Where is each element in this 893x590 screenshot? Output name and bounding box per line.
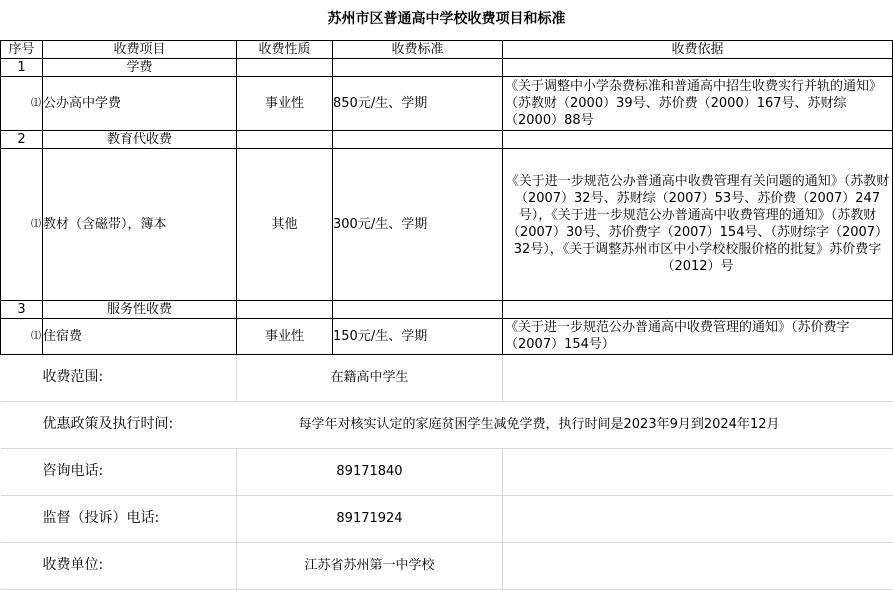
- header-nature: 收费性质: [237, 40, 333, 58]
- item-name: 公办高中学费: [43, 76, 237, 130]
- item-standard: 300元/生、学期: [333, 148, 503, 300]
- item-nature: 其他: [237, 148, 333, 300]
- sub-seq: ⑴: [1, 76, 43, 130]
- complaint-value: 89171924: [237, 495, 503, 542]
- item-nature: 事业性: [237, 76, 333, 130]
- sub-seq: ⑴: [1, 148, 43, 300]
- section-row: [1, 58, 893, 76]
- sub-seq: ⑴: [1, 318, 43, 354]
- table-row: [1, 318, 893, 354]
- item-basis: 《关于进一步规范公办普通高中收费管理有关问题的通知》（苏教财（2007）32号、苏财综（2007）53号、苏价费（2007）247号），《关于进一步规范公办普通高中收费管理的通知》（苏教财（2007）30号、苏价费字（2007）154号、（苏财综字（2007）32号），《关于调整苏州市区中小学校校服价格的批复》苏价费字（2012）号: [503, 148, 893, 300]
- item-standard: 150元/生、学期: [333, 318, 503, 354]
- table-row: [1, 76, 893, 130]
- table-row: [1, 148, 893, 300]
- policy-label: 优惠政策及执行时间:: [42, 416, 174, 432]
- header-row: [1, 40, 893, 58]
- unit-value: 江苏省苏州第一中学校: [237, 542, 503, 589]
- section-name: 学费: [43, 58, 237, 76]
- section-seq: 3: [1, 300, 43, 318]
- header-basis: 收费依据: [503, 40, 893, 58]
- policy-value: 每学年对核实认定的家庭贫困学生减免学费，执行时间是2023年9月到2024年12月: [237, 401, 893, 448]
- item-nature: 事业性: [237, 318, 333, 354]
- item-name: 住宿费: [43, 318, 237, 354]
- scope-label: 收费范围:: [42, 369, 104, 385]
- section-name: 服务性收费: [43, 300, 237, 318]
- header-item: 收费项目: [43, 40, 237, 58]
- phone-label: 咨询电话:: [42, 463, 104, 479]
- unit-label: 收费单位:: [42, 557, 104, 573]
- section-row: [1, 300, 893, 318]
- info-row-unit: [1, 542, 893, 589]
- item-name: 教材（含磁带），簿本: [43, 148, 237, 300]
- item-standard: 850元/生、学期: [333, 76, 503, 130]
- complaint-label: 监督（投诉）电话:: [42, 510, 160, 526]
- scope-value: 在籍高中学生: [237, 354, 503, 401]
- item-basis: 《关于调整中小学杂费标准和普通高中招生收费实行并轨的通知》（苏教财（2000）39号、苏价费（2000）167号、苏财综（2000）88号: [503, 76, 893, 130]
- info-row-complaint: [1, 495, 893, 542]
- header-standard: 收费标准: [333, 40, 503, 58]
- item-basis: 《关于进一步规范公办普通高中收费管理的通知》（苏价费字（2007）154号）: [503, 318, 893, 354]
- info-row-policy: [1, 401, 893, 448]
- phone-value: 89171840: [237, 448, 503, 495]
- header-seq: 序号: [1, 40, 43, 58]
- info-row-scope: [1, 354, 893, 401]
- info-row-phone: [1, 448, 893, 495]
- page-title: 苏州市区普通高中学校收费项目和标准: [327, 11, 566, 28]
- section-row: [1, 130, 893, 148]
- section-name: 教育代收费: [43, 130, 237, 148]
- section-seq: 1: [1, 58, 43, 76]
- section-seq: 2: [1, 130, 43, 148]
